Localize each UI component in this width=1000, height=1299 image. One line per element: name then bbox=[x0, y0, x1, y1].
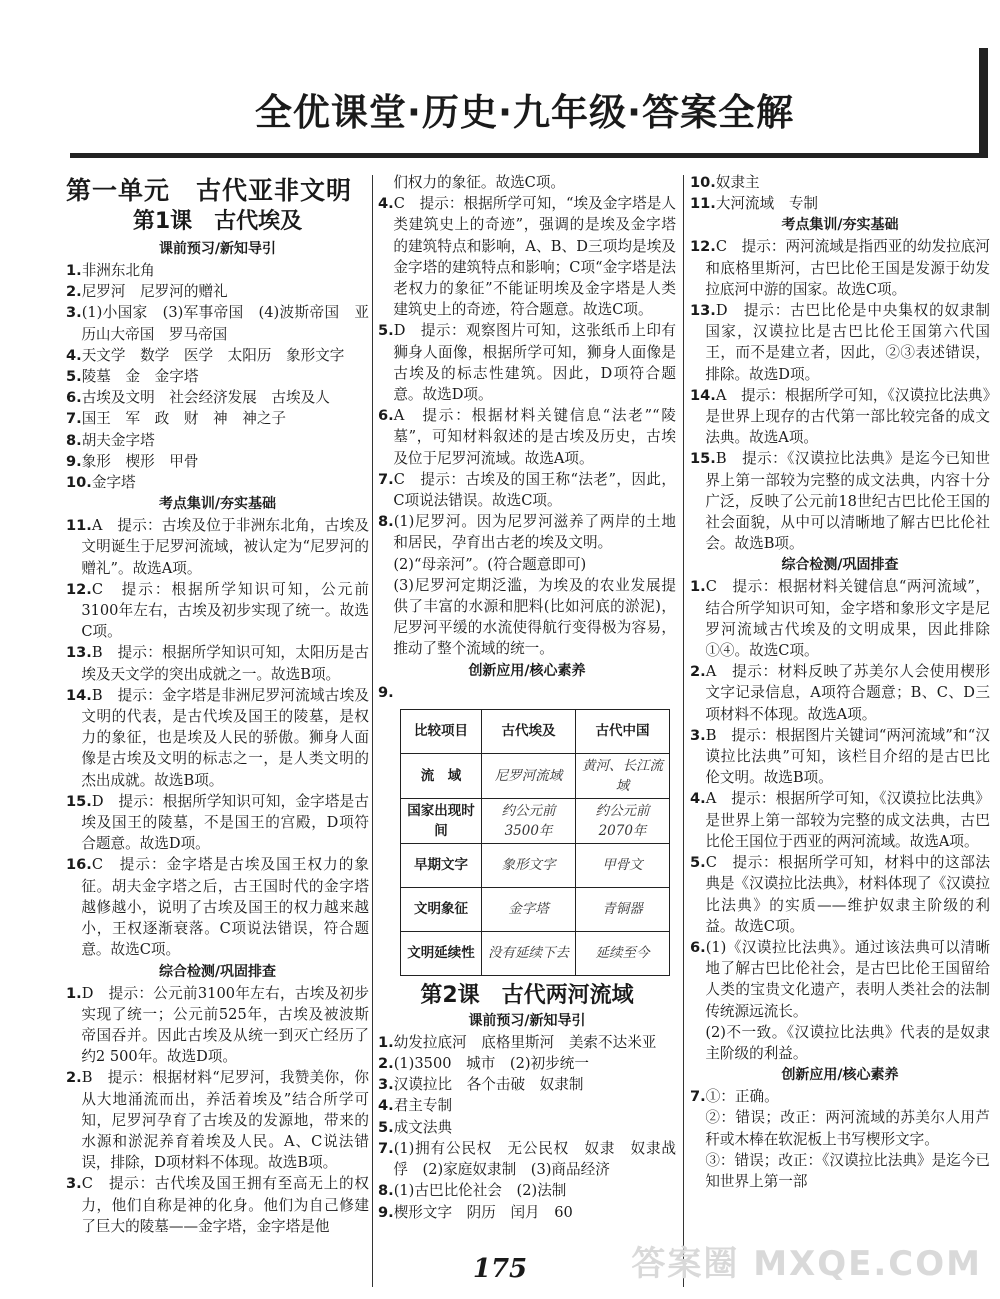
table-cell: 尼罗河流域 bbox=[482, 753, 576, 798]
answer-text: C 提示：根据所学知识可知，公元前3100年左右，古埃及初步实现了统一。故选C项。 bbox=[81, 580, 369, 641]
answer-text: B 提示：根据图片关键词“两河流域”和“汉谟拉比法典”可知，该栏目介绍的是古巴比伦文明。故选B项。 bbox=[705, 726, 990, 787]
answer-number: 14. bbox=[66, 686, 92, 704]
column-1 bbox=[66, 172, 369, 1237]
answer-text: 奴隶主 bbox=[715, 174, 760, 191]
table-row bbox=[401, 753, 670, 798]
answer-number: 3. bbox=[66, 1175, 82, 1193]
unit-title: 第一单元 古代亚非文明 bbox=[66, 176, 353, 205]
answer-number: 2. bbox=[378, 1055, 394, 1073]
answer-number: 1. bbox=[66, 262, 82, 279]
table-header-cell: 古代埃及 bbox=[482, 709, 576, 753]
table-row-header: 文明延续性 bbox=[401, 931, 482, 975]
answer-item bbox=[378, 554, 676, 575]
section-heading: 创新应用/核心素养 bbox=[781, 1067, 899, 1084]
section-heading: 考点集训/夯实基础 bbox=[781, 217, 899, 234]
table-row bbox=[401, 887, 670, 931]
answer-item bbox=[690, 385, 990, 449]
answer-text: 陵墓 金 金字塔 bbox=[81, 368, 199, 386]
answer-number: 3. bbox=[66, 304, 82, 322]
table-cell: 黄河、长江流域 bbox=[576, 753, 670, 798]
answer-text: B 提示：根据所学知识可知，太阳历是古埃及天文学的突出成就之一。故选B项。 bbox=[81, 644, 369, 683]
answer-text: (1)古巴比伦社会 (2)法制 bbox=[393, 1182, 567, 1200]
answer-item bbox=[690, 1107, 990, 1149]
answer-item bbox=[378, 1074, 676, 1095]
answer-item bbox=[378, 511, 676, 553]
table-header-row bbox=[401, 709, 670, 753]
column-divider bbox=[372, 175, 373, 1287]
answer-number: 2. bbox=[690, 663, 706, 681]
page-number: 175 bbox=[472, 1254, 528, 1284]
answer-text: 幼发拉底河 底格里斯河 美索不达米亚 bbox=[393, 1033, 657, 1051]
answer-text: 成文法典 bbox=[393, 1118, 453, 1136]
answer-text: B 提示：金字塔是非洲尼罗河流域古埃及文明的代表，是古代埃及国王的陵墓，是权力的象征，也是埃及人民的骄傲。狮身人面像是古埃及文明的标志之一，是人类文明的杰出成就。故选B项。 bbox=[81, 686, 369, 789]
answer-number: 10. bbox=[66, 474, 92, 492]
answer-item bbox=[690, 172, 990, 193]
answer-item bbox=[690, 1086, 990, 1107]
header-title: 全优课堂·历史·九年级·答案全解 bbox=[254, 91, 795, 134]
answer-item bbox=[66, 983, 369, 1068]
answer-text: (2)不一致。《汉谟拉比法典》代表的是奴隶主阶级的利益。 bbox=[705, 1023, 990, 1062]
table-cell: 甲骨文 bbox=[576, 843, 670, 887]
answer-item bbox=[690, 788, 990, 852]
lesson-title: 第1课 古代埃及 bbox=[132, 209, 303, 234]
answer-number: 6. bbox=[66, 389, 82, 407]
answer-text: B 提示：根据材料“尼罗河，我赞美你，你从大地涌流而出，养活着埃及”结合所学可知，尼罗河孕育了古埃及的发源地，带来的水源和淤泥养育着埃及人民。A、C说法错误，排除，D项材料不体现。故选B项。 bbox=[81, 1069, 369, 1172]
answer-item bbox=[690, 576, 990, 661]
answer-number: 6. bbox=[378, 407, 394, 425]
watermark-logo: 答案圈 MXQE.COM bbox=[631, 1244, 982, 1284]
answer-item bbox=[690, 725, 990, 789]
answer-item bbox=[378, 1053, 676, 1074]
answer-item bbox=[690, 448, 990, 554]
answer-number: 1. bbox=[66, 984, 82, 1002]
answer-item bbox=[66, 472, 369, 493]
table-header-cell: 比较项目 bbox=[401, 709, 482, 753]
answer-number: 4. bbox=[378, 195, 394, 213]
answer-text: C 提示：两河流域是指西亚的幼发拉底河和底格里斯河，古巴比伦王国是发源于幼发拉底河中游的国家。故选C项。 bbox=[705, 238, 990, 298]
answer-item bbox=[690, 300, 990, 385]
table-cell: 金字塔 bbox=[482, 887, 576, 931]
answer-item bbox=[378, 320, 676, 405]
answer-item bbox=[66, 791, 369, 855]
answer-item bbox=[690, 193, 990, 214]
answer-item bbox=[378, 1095, 676, 1116]
answer-item bbox=[690, 661, 990, 725]
section-heading: 课前预习/新知导引 bbox=[468, 1012, 586, 1029]
answer-text: (1)3500 城市 (2)初步统一 bbox=[393, 1055, 589, 1073]
answer-item bbox=[66, 515, 369, 579]
answer-item bbox=[66, 685, 369, 791]
answer-number: 16. bbox=[66, 856, 92, 874]
answer-text: D 提示：古巴比伦是中央集权的奴隶制国家，汉谟拉比是古巴比伦王国第六代国王，而不是建立者，因此，②③表述错误，排除。故选D项。 bbox=[705, 302, 990, 383]
answer-number: 15. bbox=[66, 792, 92, 810]
answer-text: C 提示：根据所学可知，“埃及金字塔是人类建筑史上的奇迹”，强调的是埃及金字塔的建筑特点和影响，A、B、D三项均是埃及金字塔的建筑特点和影响；C项“金字塔是法老权力的象征”不能证明埃及金字塔是人类建筑史上的奇迹，符合题意。故选C项。 bbox=[393, 195, 676, 319]
answer-number: 2. bbox=[66, 283, 82, 301]
answer-number: 13. bbox=[690, 302, 716, 320]
answer-number: 5. bbox=[378, 322, 394, 340]
answer-number: 13. bbox=[66, 644, 92, 662]
answer-number: 5. bbox=[378, 1118, 394, 1136]
section-heading: 综合检测/巩固排查 bbox=[781, 557, 899, 574]
table-row-header: 早期文字 bbox=[401, 843, 482, 887]
answer-item bbox=[66, 302, 369, 344]
answer-number: 7. bbox=[66, 410, 82, 428]
answer-text: ①：正确。 bbox=[705, 1088, 779, 1106]
table-cell: 没有延续下去 bbox=[482, 931, 576, 975]
answer-text: 非洲东北角 bbox=[81, 262, 155, 279]
section-heading: 考点集训/夯实基础 bbox=[158, 496, 277, 513]
answer-number: 9. bbox=[378, 1203, 394, 1221]
answer-text: ③：错误；改正：《汉谟拉比法典》是迄今已知世界上第一部 bbox=[705, 1151, 990, 1190]
column-divider bbox=[683, 175, 684, 1287]
answer-item bbox=[66, 408, 369, 429]
answer-number: 7. bbox=[690, 1088, 706, 1106]
answer-item bbox=[690, 852, 990, 937]
answer-number: 8. bbox=[378, 1182, 394, 1200]
comparison-table bbox=[400, 709, 670, 976]
answer-text: 汉谟拉比 各个击破 奴隶制 bbox=[393, 1076, 584, 1094]
answer-text: C 提示：古代埃及国王拥有至高无上的权力，他们自称是神的化身。他们为自己修建了巨大的陵墓——金字塔，金字塔是他 bbox=[81, 1175, 369, 1235]
column-3 bbox=[690, 172, 990, 1192]
answer-item bbox=[378, 405, 676, 469]
answer-text: A 提示：根据所学可知，《汉谟拉比法典》是世界上现存的古代第一部比较完备的成文法典。故选A项。 bbox=[705, 386, 990, 447]
answer-item bbox=[66, 642, 369, 684]
page-header-box bbox=[70, 48, 988, 158]
answer-item bbox=[378, 193, 676, 320]
answer-item bbox=[378, 1202, 676, 1223]
answer-text: D 提示：根据所学知识可知，金字塔是古埃及国王的陵墓，不是国王的宫殿，D项符合题意。故选D项。 bbox=[81, 792, 369, 853]
answer-item bbox=[378, 172, 676, 193]
answer-text: 象形 楔形 甲骨 bbox=[81, 452, 199, 470]
lesson-title: 第2课 古代两河流域 bbox=[420, 982, 634, 1008]
answer-item bbox=[66, 430, 369, 451]
answer-item bbox=[378, 682, 676, 703]
answer-text: 金字塔 bbox=[91, 474, 136, 492]
answer-item bbox=[66, 387, 369, 408]
answer-item bbox=[690, 937, 990, 1022]
answer-item bbox=[66, 1173, 369, 1237]
answer-item bbox=[378, 1138, 676, 1180]
column-2 bbox=[378, 172, 676, 1223]
answer-item bbox=[378, 575, 676, 660]
table-body bbox=[401, 753, 670, 975]
answer-number: 10. bbox=[690, 174, 716, 191]
table-cell: 约公元前3500年 bbox=[482, 798, 576, 843]
answer-item bbox=[378, 1032, 676, 1053]
answer-number: 8. bbox=[378, 513, 394, 531]
answer-number: 11. bbox=[66, 517, 92, 535]
answer-item bbox=[690, 236, 990, 300]
col2-lesson2-list bbox=[378, 1032, 676, 1223]
answer-text: C 提示：古埃及的国王称“法老”，因此，C项说法错误。故选C项。 bbox=[393, 470, 676, 510]
answer-text: A 提示：根据所学可知，《汉谟拉比法典》是世界上第一部较为完整的成文法典，古巴比伦王国位于西亚的两河流域。故选A项。 bbox=[705, 790, 990, 850]
answer-item bbox=[378, 469, 676, 511]
answer-number: 5. bbox=[66, 368, 82, 386]
answer-text: A 提示：材料反映了苏美尔人会使用楔形文字记录信息，A项符合题意；B、C、D三项材料不体现。故选A项。 bbox=[705, 663, 990, 723]
answer-text: (1)尼罗河。因为尼罗河滋养了两岸的土地和居民，孕育出古老的埃及文明。 bbox=[393, 513, 676, 552]
answer-number: 14. bbox=[690, 386, 716, 404]
answer-text: C 提示：金字塔是古埃及国王权力的象征。胡夫金字塔之后，古王国时代的金字塔越修越小，说明了古埃及国王的权力越来越小，王权逐渐衰落。C项说法错误，符合题意。故选C项。 bbox=[81, 856, 369, 959]
answer-item bbox=[66, 854, 369, 960]
answer-number: 12. bbox=[66, 580, 92, 598]
answer-number: 3. bbox=[690, 726, 706, 744]
answer-number: 4. bbox=[378, 1097, 394, 1115]
table-row bbox=[401, 798, 670, 843]
answer-text: (1)小国家 (3)军事帝国 (4)波斯帝国 亚历山大帝国 罗马帝国 bbox=[81, 304, 369, 343]
answer-number: 1. bbox=[690, 578, 706, 596]
answer-number: 3. bbox=[378, 1076, 394, 1094]
table-cell: 延续至今 bbox=[576, 931, 670, 975]
answer-text: 国王 军 政 财 神 神之子 bbox=[81, 410, 287, 428]
answer-item bbox=[66, 579, 369, 643]
answer-number: 4. bbox=[66, 346, 82, 364]
answer-number: 2. bbox=[66, 1069, 82, 1087]
section-heading: 创新应用/核心素养 bbox=[468, 662, 586, 679]
answer-number: 9. bbox=[66, 452, 82, 470]
table-row bbox=[401, 931, 670, 975]
table-cell: 约公元前2070年 bbox=[576, 798, 670, 843]
answer-item bbox=[378, 1180, 676, 1201]
answer-text: (3)尼罗河定期泛滥，为埃及的农业发展提供了丰富的水源和肥料(比如河底的淤泥)，尼罗河平缓的水流使得航行变得极为容易，推动了整个流域的统一。 bbox=[393, 576, 676, 658]
answer-item bbox=[66, 1067, 369, 1173]
answer-text: A 提示：古埃及位于非洲东北角，古埃及文明诞生于尼罗河流域，被认定为“尼罗河的赠礼”。故选A项。 bbox=[81, 517, 369, 577]
col3-answer-list bbox=[690, 172, 990, 214]
answer-text: D 提示：公元前3100年左右，古埃及初步实现了统一；公元前525年，古埃及被波斯帝国吞并。因此古埃及从统一到灭亡经历了约2 500年。故选D项。 bbox=[81, 984, 369, 1066]
table-header-cell: 古代中国 bbox=[576, 709, 670, 753]
answer-text: 们权力的象征。故选C项。 bbox=[393, 174, 566, 191]
answer-item bbox=[66, 345, 369, 366]
answer-number: 8. bbox=[66, 431, 82, 449]
answer-number: 6. bbox=[690, 938, 706, 956]
answer-item bbox=[690, 1150, 990, 1192]
table-row bbox=[401, 843, 670, 887]
answer-text: 尼罗河 尼罗河的赠礼 bbox=[81, 283, 228, 301]
answer-item bbox=[66, 260, 369, 281]
section-heading: 综合检测/巩固排查 bbox=[158, 963, 277, 980]
answer-text: 楔形文字 阴历 闰月 60 bbox=[393, 1203, 573, 1221]
table-cell: 象形文字 bbox=[482, 843, 576, 887]
answer-number: 7. bbox=[378, 470, 394, 488]
answer-text: (1)《汉谟拉比法典》。通过该法典可以清晰地了解古巴比伦社会，是古巴比伦王国留给人类的宝贵文化遗产，表明人类社会的法制传统源远流长。 bbox=[705, 938, 990, 1020]
answer-text: 大河流域 专制 bbox=[715, 195, 819, 213]
answer-item bbox=[66, 366, 369, 387]
table-cell: 青铜器 bbox=[576, 887, 670, 931]
answer-text: B 提示：《汉谟拉比法典》是迄今已知世界上第一部较为完整的成文法典，内容十分广泛，反映了公元前18世纪古巴比伦王国的社会面貌，从中可以清晰地了解古巴比伦社会。故选B项。 bbox=[705, 450, 990, 553]
answer-text: 天文学 数学 医学 太阳历 象形文字 bbox=[81, 346, 345, 364]
answer-text: (1)拥有公民权 无公民权 奴隶 奴隶战俘 (2)家庭奴隶制 (3)商品经济 bbox=[393, 1139, 676, 1179]
answer-text: (2)“母亲河”。(符合题意即可) bbox=[393, 555, 587, 573]
answer-number: 9. bbox=[378, 683, 394, 701]
section-heading: 课前预习/新知导引 bbox=[158, 241, 277, 257]
answer-number: 1. bbox=[378, 1033, 394, 1051]
answer-item bbox=[66, 281, 369, 302]
table-row-header: 文明象征 bbox=[401, 887, 482, 931]
answer-text: 君主专制 bbox=[393, 1097, 453, 1115]
col2-answer-list bbox=[378, 172, 676, 660]
answer-number: 4. bbox=[690, 790, 706, 808]
answer-text: 胡夫金字塔 bbox=[81, 431, 155, 449]
answer-item bbox=[690, 1022, 990, 1064]
answer-number: 12. bbox=[690, 238, 716, 256]
col1-sections bbox=[66, 238, 369, 1237]
answer-text: D 提示：观察图片可知，这张纸币上印有狮身人面像，根据所学可知，狮身人面像是古埃及的标志性建筑。因此，D项符合题意。故选D项。 bbox=[393, 322, 676, 404]
table-row-header: 流 域 bbox=[401, 753, 482, 798]
col3-sections bbox=[690, 214, 990, 1192]
answer-number: 5. bbox=[690, 854, 706, 872]
answer-number: 15. bbox=[690, 450, 716, 468]
answer-item bbox=[378, 1117, 676, 1138]
answer-text: C 提示：根据所学可知，材料中的这部法典是《汉谟拉比法典》，材料体现了《汉谟拉比法典》的实质——维护奴隶主阶级的利益。故选C项。 bbox=[705, 854, 990, 935]
answer-text: C 提示：根据材料关键信息“两河流域”，结合所学知识可知，金字塔和象形文字是尼罗河流域古代埃及的文明成果，因此排除①④。故选C项。 bbox=[705, 578, 990, 660]
answer-number: 7. bbox=[378, 1139, 394, 1157]
table-row-header: 国家出现时间 bbox=[401, 798, 482, 843]
answer-item bbox=[66, 451, 369, 472]
answer-text: ②：错误；改正：两河流域的苏美尔人用芦秆或木棒在软泥板上书写楔形文字。 bbox=[705, 1109, 990, 1148]
answer-text: 古埃及文明 社会经济发展 古埃及人 bbox=[81, 389, 330, 407]
answer-number: 11. bbox=[690, 195, 716, 213]
answer-text: A 提示：根据材料关键信息“法老”“陵墓”，可知材料叙述的是古埃及历史，古埃及位于尼罗河流域。故选A项。 bbox=[393, 407, 676, 467]
